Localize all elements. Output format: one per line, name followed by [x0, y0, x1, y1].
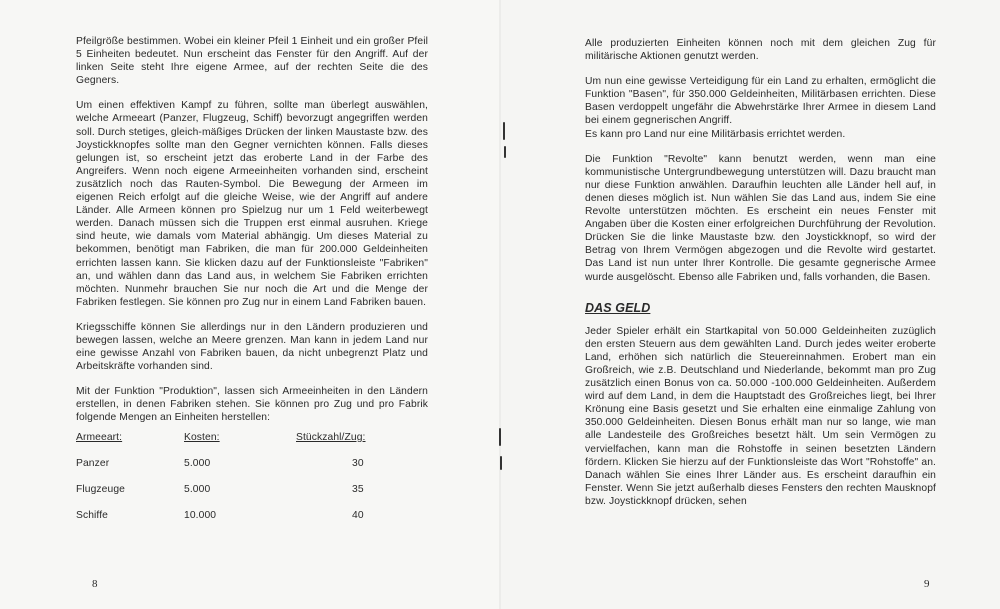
table-cell: Schiffe [76, 509, 108, 521]
paragraph-text: Um nun eine gewisse Verteidigung für ein Land zu erhalten, ermöglicht die Funktion "Basen", für 350.000 Geldeinheiten, Militärbasen errichten. Diese Basen verdoppelt ungefähr die Abwehrstärke Ihrer Armee in diesem Land bei einem gegnerischen Angriff. [585, 76, 936, 127]
table-cell: 5.000 [184, 457, 211, 469]
table-cell: 30 [352, 457, 364, 469]
table-row [76, 483, 376, 509]
paragraph: Die Funktion "Revolte" kann benutzt werden, wenn man eine kommunistische Untergrundbewegung unterstützen will. Dazu braucht man nur diese Funktion anwählen. Daraufhin leuchten alle Länder hell auf, in denen dieses möglich ist. Nun wählen Sie das Land aus, indem Sie eine Revolte unterstützen möchten. Es erscheint ein neues Fenster mit Angaben über die Kosten einer erfolgreichen Durchführung der Revolution. Drücken Sie die linke Maustaste bzw. den Joystickknopf, so wird der Betrag von Ihrem Vermögen abgezogen und die Revolte wird gestartet. Das Land ist nun unter Ihrer Kontrolle. Die gesamte gegnerische Armee wurde ausgelöscht. Ebenso alle Fabriken und, falls vorhanden, die Basen. [585, 153, 936, 283]
right-text-column [585, 37, 936, 520]
paragraph: Jeder Spieler erhält ein Startkapital von 50.000 Geldeinheiten zuzüglich den ersten Steuern aus dem gewählten Land. Durch jedes weiter eroberte Land, erhöhen sich natürlich die Steuereinnahmen. Erobert man ein Großreich, wie z.B. Deutschland und Niederlande, bekommt man pro Zug zusätzlich einen Bonus von ca. 50.000 -100.000 Geldeinheiten. Außerdem wird auf dem Land, in dem die Hauptstadt des Großreiches liegt, bei Ihrer Krönung eine Basis gesetzt und Sie erhalten eine einmalige Zahlung von 350.000 Geldeinheiten. Diesen Bonus erhält man nur so lange, wie man alle Landesteile des Großreiches besetzt hält. Um sein Vermögen zu vervielfachen, kann man die Rohstoffe in seinen besetzten Ländern fördern. Klicken Sie hierzu auf der Funktionsleiste das Wort "Rohstoffe" an. Danach wählen Sie eines Ihrer Länder aus. Es erscheint daraufhin ein Fenster. Wenn Sie jetzt außerhalb dieses Fensters den rechten Mausknopf bzw. Joystickknopf drücken, sehen [585, 325, 936, 507]
page-gutter [499, 0, 501, 609]
basis-note: Es kann pro Land nur eine Militärbasis errichtet werden. [585, 128, 846, 140]
table-cell: 5.000 [184, 483, 211, 495]
table-header-row [76, 431, 376, 457]
table-cell: Flugzeuge [76, 483, 125, 495]
page-number: 8 [92, 578, 98, 590]
column-header: Armeeart: [76, 431, 123, 443]
paragraph: Um einen effektiven Kampf zu führen, sollte man überlegt auswählen, welche Armeeart (Panzer, Flugzeug, Schiff) bevorzugt angegriffen werden soll. Durch stetiges, gleich-mäßiges Drücken der linken Maustaste bzw. des Joystickknopfes sollte man den Gegner vernichten können. Falls dieses gelungen ist, so erscheint jetzt das eroberte Land in der Farbe des Angreifers. Wenn noch eigene Armeeinheiten vorhanden sind, erscheint zusätzlich noch das Rauten-Symbol. Die Bewegung der Armeen im eigenen Reich erfolgt auf die gleiche Weise, wie der Angriff auf andere Länder. Alle Armeen können pro Spielzug nur um 1 Feld weiterbewegt werden. Danach müssen sich die Truppen erst einmal ausruhen. Kriege sind heute, wie damals vom Material abhängig. Um dieses Material zu bekommen, benötigt man Fabriken, die man für 200.000 Geldeinheiten errichten lassen kann. Sie klicken dazu auf der Funktionsleiste "Fabriken" an, und wählen dann das Land aus, in welchem Sie Fabriken errichten möchten. Nunmehr brauchen Sie nur noch die Art und die Menge der Fabriken festlegen. Sie können pro Zug nur in einem Land Fabriken bauen. [76, 100, 428, 308]
column-header: Kosten: [184, 431, 220, 443]
table-cell: 10.000 [184, 509, 217, 521]
paragraph: Kriegsschiffe können Sie allerdings nur in den Ländern produzieren und bewegen lassen, welche an Meere grenzen. Man kann in jedem Land nur eine gewisse Anzahl von Fabriken bauen, da nicht unbegrenzt Platz und Arbeitskräfte vorhanden sind. [76, 321, 428, 373]
paragraph: Mit der Funktion "Produktion", lassen sich Armeeinheiten in den Ländern erstellen, in denen Fabriken stehen. Sie können pro Zug und pro Fabrik folgende Mengen an Einheiten herstellen: [76, 386, 428, 424]
table-cell: 35 [352, 483, 364, 495]
paragraph [585, 75, 936, 140]
table-row [76, 509, 376, 535]
column-header: Stückzahl/Zug: [296, 431, 366, 443]
binding-mark [504, 146, 506, 158]
table-cell: 40 [352, 509, 364, 521]
units-table [76, 431, 376, 535]
binding-mark [500, 456, 502, 470]
binding-mark [499, 428, 501, 446]
left-text-column [76, 35, 428, 535]
binding-mark [503, 122, 505, 140]
paragraph: Alle produzierten Einheiten können noch mit dem gleichen Zug für militärische Aktionen genutzt werden. [585, 38, 936, 63]
table-cell: Panzer [76, 457, 110, 469]
paragraph: Pfeilgröße bestimmen. Wobei ein kleiner Pfeil 1 Einheit und ein großer Pfeil 5 Einheiten bedeutet. Nun erscheint das Fenster für den Angriff. Auf der linken Seite steht Ihre eigene Armee, auf der rechten Seite die des Gegners. [76, 36, 428, 87]
table-row [76, 457, 376, 483]
section-heading: DAS GELD [585, 300, 651, 315]
page-number: 9 [924, 578, 930, 590]
